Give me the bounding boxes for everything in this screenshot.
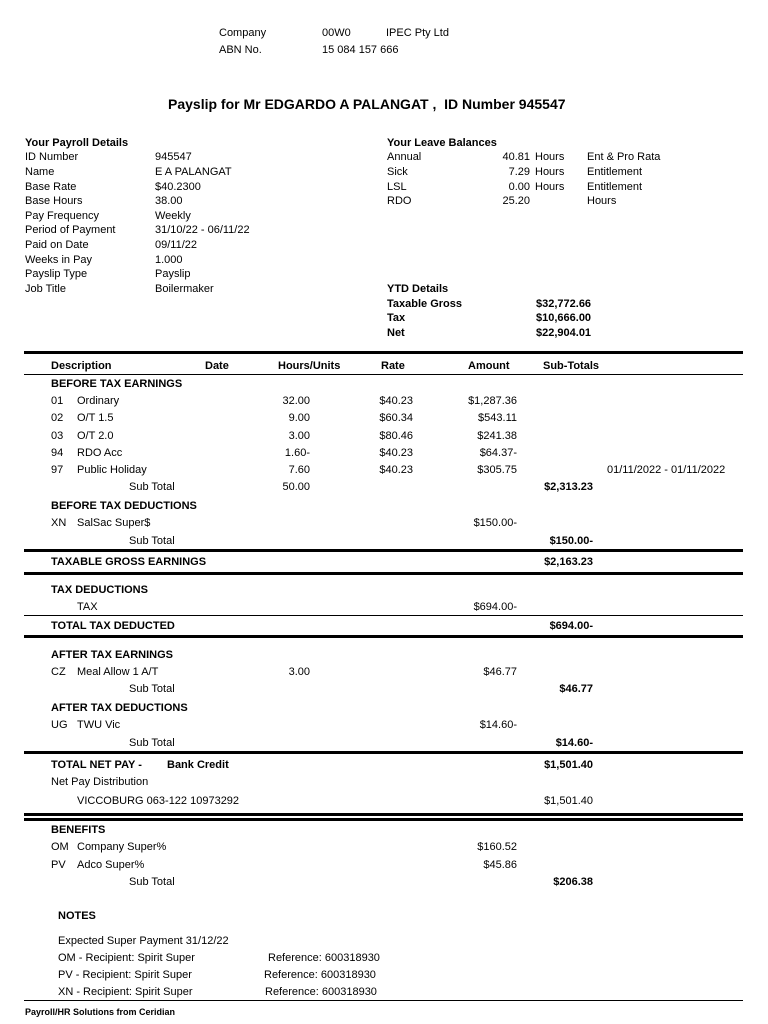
row-desc: SalSac Super$ [77, 517, 151, 529]
row-hours: 3.00 [288, 430, 310, 442]
section-heading: BENEFITS [51, 824, 106, 836]
col-amount: Amount [468, 360, 510, 372]
row-date-range: 01/11/2022 - 01/11/2022 [607, 464, 726, 476]
col-description: Description [51, 360, 112, 372]
payroll-value: Weekly [155, 210, 191, 222]
subtotal-label: Sub Total [129, 876, 175, 888]
taxable-gross-bottom-rule [24, 572, 743, 575]
leave-amount: 25.20 [502, 195, 530, 207]
leave-amount: 40.81 [502, 151, 530, 163]
payroll-label: Paid on Date [25, 239, 89, 251]
row-desc: Adco Super% [77, 859, 145, 871]
footer-rule [24, 1000, 743, 1001]
notes-reference: Reference: 600318930 [265, 986, 377, 998]
row-hours: 32.00 [282, 395, 310, 407]
ytd-label: Tax [387, 312, 406, 324]
row-code: OM [51, 841, 69, 853]
total-tax-bottom-rule [24, 635, 743, 638]
row-code: PV [51, 859, 66, 871]
payroll-details-heading: Your Payroll Details [25, 137, 129, 149]
page-title: Payslip for Mr EDGARDO A PALANGAT , ID Number 945547 [168, 96, 566, 112]
payroll-value: 945547 [155, 151, 192, 163]
section-heading: AFTER TAX DEDUCTIONS [51, 702, 188, 714]
row-code: XN [51, 517, 67, 529]
net-pay-distribution-label: Net Pay Distribution [51, 776, 149, 788]
notes-heading: NOTES [58, 910, 96, 922]
footer-text: Payroll/HR Solutions from Ceridian [25, 1007, 176, 1017]
notes-recipient: XN - Recipient: Spirit Super [58, 986, 193, 998]
abn-label: ABN No. [219, 44, 262, 56]
row-desc: O/T 2.0 [77, 430, 114, 442]
ytd-heading: YTD Details [387, 283, 449, 295]
row-desc: TWU Vic [77, 719, 121, 731]
subtotal-value: $150.00- [549, 535, 593, 547]
payroll-value: $40.2300 [155, 181, 201, 193]
subtotal-value: $46.77 [559, 683, 593, 695]
row-hours: 3.00 [288, 666, 310, 678]
payroll-value: 1.000 [155, 254, 183, 266]
row-code: 02 [51, 412, 64, 424]
ytd-value: $32,772.66 [536, 298, 592, 310]
payroll-value: Payslip [155, 268, 191, 280]
leave-unit: Hours [535, 181, 565, 193]
row-rate: $40.23 [379, 464, 413, 476]
net-pay-account-amount: $1,501.40 [544, 795, 593, 807]
subtotal-value: $2,313.23 [544, 481, 593, 493]
section-heading: TAX DEDUCTIONS [51, 584, 148, 596]
payroll-label: ID Number [25, 151, 79, 163]
row-hours: 9.00 [288, 412, 310, 424]
section-heading: BEFORE TAX EARNINGS [51, 378, 183, 390]
leave-type: Annual [387, 151, 422, 163]
row-desc: Company Super% [77, 841, 167, 853]
subtotal-hours: 50.00 [282, 481, 310, 493]
subtotal-label: Sub Total [129, 481, 175, 493]
leave-note: Hours [587, 195, 617, 207]
row-desc: TAX [77, 601, 98, 613]
row-code: CZ [51, 666, 66, 678]
benefits-top-rule-1 [24, 813, 743, 816]
company-label: Company [219, 27, 267, 39]
leave-unit: Hours [535, 151, 565, 163]
payroll-value: 09/11/22 [155, 239, 198, 251]
payroll-label: Job Title [25, 283, 66, 295]
leave-amount: 0.00 [508, 181, 530, 193]
row-amount: $160.52 [477, 841, 517, 853]
row-desc: Public Holiday [77, 464, 147, 476]
net-pay-method: Bank Credit [167, 759, 229, 771]
ytd-label: Net [387, 327, 405, 339]
taxable-gross-top-rule [24, 549, 743, 552]
net-pay-account: VICCOBURG 063-122 10973292 [77, 795, 240, 807]
payroll-label: Pay Frequency [25, 210, 99, 222]
row-rate: $80.46 [379, 430, 413, 442]
payroll-label: Base Hours [25, 195, 83, 207]
row-rate: $60.34 [379, 412, 413, 424]
payroll-value: 38.00 [155, 195, 183, 207]
leave-balances-heading: Your Leave Balances [387, 137, 497, 149]
row-desc: RDO Acc [77, 447, 123, 459]
net-pay-label: TOTAL NET PAY - [51, 759, 142, 771]
row-amount: $694.00- [473, 601, 517, 613]
subtotal-value: $206.38 [553, 876, 593, 888]
col-rate: Rate [381, 360, 405, 372]
benefits-top-rule-2 [24, 818, 743, 821]
row-code: 03 [51, 430, 64, 442]
notes-expected: Expected Super Payment 31/12/22 [58, 935, 229, 947]
payroll-label: Base Rate [25, 181, 77, 193]
table-header-rule [24, 374, 743, 375]
subtotal-label: Sub Total [129, 737, 175, 749]
notes-recipient: PV - Recipient: Spirit Super [58, 969, 192, 981]
row-amount: $1,287.36 [468, 395, 517, 407]
row-amount: $14.60- [479, 719, 517, 731]
row-code: 94 [51, 447, 64, 459]
col-subtotals: Sub-Totals [543, 360, 600, 372]
leave-note: Ent & Pro Rata [587, 151, 661, 163]
leave-type: Sick [387, 166, 408, 178]
row-desc: O/T 1.5 [77, 412, 114, 424]
subtotal-value: $14.60- [555, 737, 593, 749]
row-code: 97 [51, 464, 64, 476]
subtotal-label: Sub Total [129, 535, 175, 547]
row-desc: Meal Allow 1 A/T [77, 666, 159, 678]
payroll-label: Weeks in Pay [25, 254, 93, 266]
row-amount: $305.75 [477, 464, 517, 476]
ytd-value: $22,904.01 [536, 327, 592, 339]
table-top-rule [24, 351, 743, 354]
row-code: UG [51, 719, 68, 731]
row-hours: 1.60- [284, 447, 310, 459]
payroll-label: Payslip Type [25, 268, 88, 280]
row-rate: $40.23 [379, 395, 413, 407]
company-code: 00W0 [322, 27, 351, 39]
taxable-gross-value: $2,163.23 [544, 556, 593, 568]
net-pay-top-rule [24, 751, 743, 754]
total-tax-value: $694.00- [549, 620, 593, 632]
leave-type: RDO [387, 195, 412, 207]
row-hours: 7.60 [288, 464, 310, 476]
row-amount: $150.00- [473, 517, 517, 529]
company-name: IPEC Pty Ltd [386, 27, 449, 39]
payroll-value: Boilermaker [155, 283, 214, 295]
row-code: 01 [51, 395, 64, 407]
ytd-label: Taxable Gross [387, 298, 462, 310]
leave-note: Entitlement [587, 166, 643, 178]
leave-unit: Hours [535, 166, 565, 178]
col-hours: Hours/Units [278, 360, 341, 372]
notes-reference: Reference: 600318930 [264, 969, 376, 981]
row-amount: $241.38 [477, 430, 517, 442]
ytd-value: $10,666.00 [536, 312, 592, 324]
row-rate: $40.23 [379, 447, 413, 459]
total-tax-label: TOTAL TAX DEDUCTED [51, 620, 175, 632]
row-amount: $45.86 [483, 859, 517, 871]
col-date: Date [205, 360, 229, 372]
row-amount: $46.77 [483, 666, 517, 678]
leave-amount: 7.29 [508, 166, 530, 178]
leave-type: LSL [387, 181, 407, 193]
section-heading: AFTER TAX EARNINGS [51, 649, 174, 661]
notes-recipient: OM - Recipient: Spirit Super [58, 952, 195, 964]
subtotal-label: Sub Total [129, 683, 175, 695]
payroll-label: Period of Payment [25, 224, 116, 236]
row-desc: Ordinary [77, 395, 120, 407]
payroll-value: E A PALANGAT [155, 166, 232, 178]
leave-note: Entitlement [587, 181, 643, 193]
payroll-label: Name [25, 166, 55, 178]
row-amount: $64.37- [479, 447, 517, 459]
payroll-value: 31/10/22 - 06/11/22 [155, 224, 250, 236]
row-amount: $543.11 [478, 412, 517, 424]
notes-reference: Reference: 600318930 [268, 952, 380, 964]
abn-value: 15 084 157 666 [322, 44, 399, 56]
total-tax-top-rule [24, 615, 743, 616]
section-heading: BEFORE TAX DEDUCTIONS [51, 500, 197, 512]
net-pay-value: $1,501.40 [544, 759, 593, 771]
taxable-gross-label: TAXABLE GROSS EARNINGS [51, 556, 207, 568]
